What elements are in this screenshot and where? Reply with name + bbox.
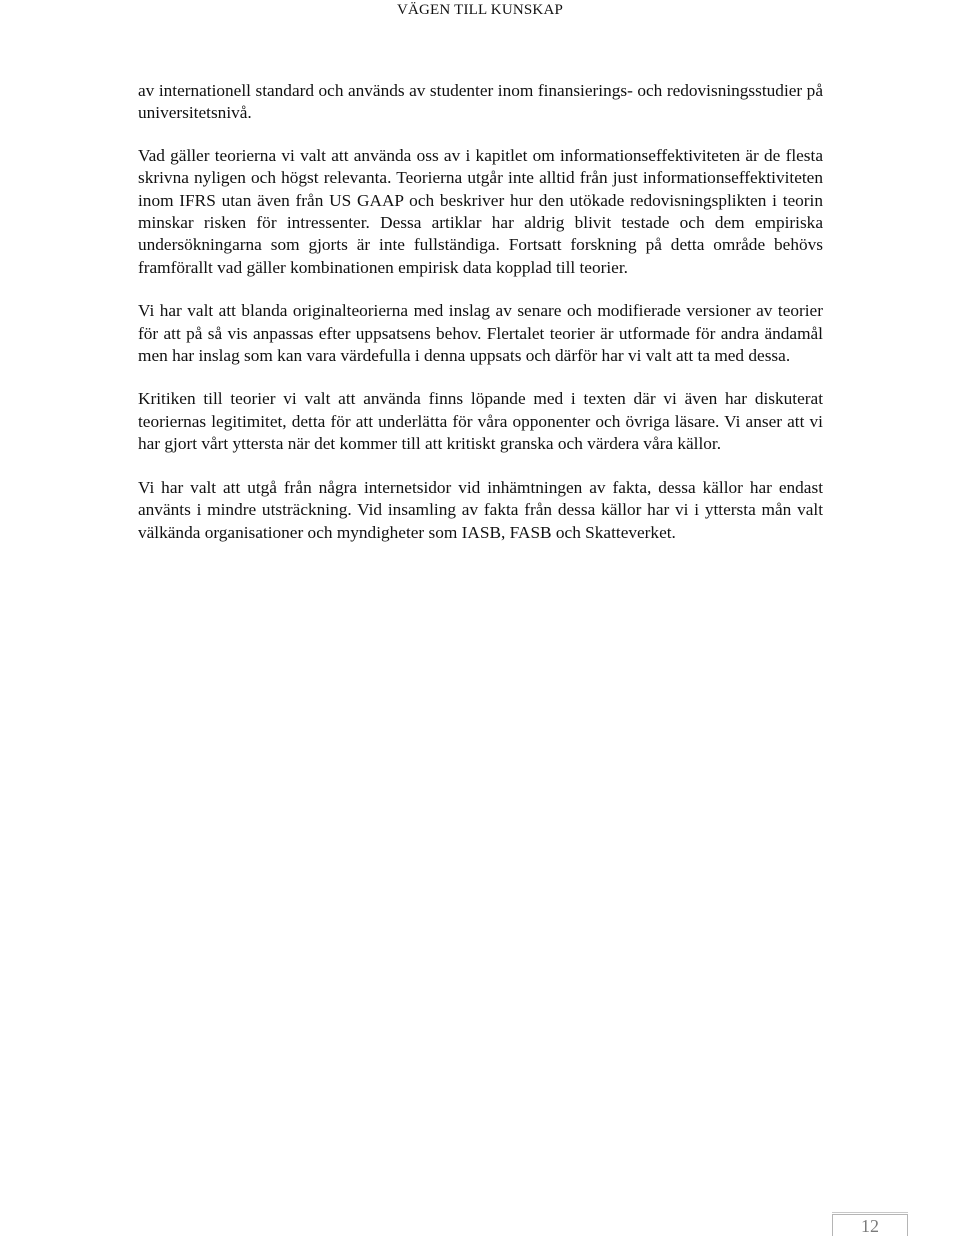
running-header — [0, 0, 960, 19]
body-text — [138, 80, 823, 565]
running-header-title: VÄGEN TILL KUNSKAP — [396, 2, 564, 18]
paragraph-4: Kritiken till teorier vi valt att använda finns löpande med i texten där vi även har diskuterat teoriernas legitimitet, detta för att underlätta för våra opponenter och övriga läsare. Vi anser att vi har gjort vårt yttersta när det kommer till att kritiskt granska och värdera våra källor. — [138, 389, 823, 454]
page-number: 12 — [861, 1216, 879, 1236]
page-number-box — [832, 1214, 908, 1236]
paragraph-3: Vi har valt att blanda originalteorierna med inslag av senare och modifierade versioner av teorier för att på så vis anpassas efter uppsatsens behov. Flertalet teorier är utformade för andra ändamål men har inslag som kan vara värdefulla i denna uppsats och därför har vi valt att ta med dessa. — [138, 301, 823, 366]
paragraph-5: Vi har valt att utgå från några internetsidor vid inhämtningen av fakta, dessa källor har endast använts i mindre utsträckning. Vid insamling av fakta från dessa källor har vi i yttersta mån valt välkända organisationer och myndigheter som IASB, FASB och Skatteverket. — [138, 477, 823, 542]
paragraph-1: av internationell standard och används av studenter inom finansierings- och redovisningsstudier på universitetsnivå. — [138, 81, 823, 123]
paragraph-2: Vad gäller teorierna vi valt att använda oss av i kapitlet om informationseffektiviteten är de flesta skrivna nyligen och högst relevanta. Teorierna utgår inte alltid från just informationseffektiviteten inom IFRS utan även från US GAAP och beskriver hur den utökade redovisningsplikten i teorin minskar risken för intressenter. Dessa artiklar har aldrig blivit testade och dem empiriska undersökningarna som gjorts är inte fullständiga. Fortsatt forskning på detta område behövs framförallt vad gäller kombinationen empirisk data kopplad till teorier. — [138, 145, 823, 277]
